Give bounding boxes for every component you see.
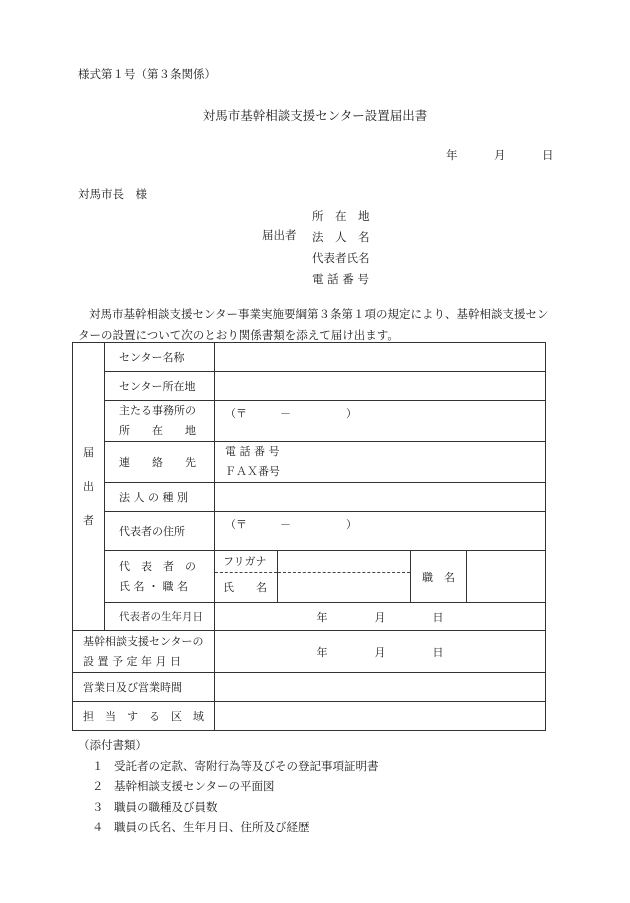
fax-label: ＦＡＸ番号 [225,465,280,478]
side-label [73,343,105,631]
title-field[interactable] [467,551,546,603]
birth-year: 年 [316,610,328,624]
rep-address-field[interactable] [215,512,546,551]
attachment-text: 職員の氏名、生年月日、住所及び経歴 [114,820,310,834]
planned-date-label-line1: 基幹相談支援センターの [83,634,204,648]
area-label: 担 当 す る 区 域 [73,702,215,731]
contact-label: 連 絡 先 [105,442,215,483]
applicant-corp-name-label: 法 人 名 [312,230,370,244]
planned-date-label-line2: 設 置 予 定 年 月 日 [83,654,181,668]
rep-name-label-line1: 代 表 者 の [119,559,196,573]
applicant-label: 届出者 [262,228,297,242]
title-label: 職 名 [411,551,467,603]
side-char-1: 届 [83,445,94,459]
center-address-label: センター所在地 [105,372,215,401]
attachment-num: ３ [92,799,104,814]
submission-date [446,147,554,163]
rep-address-label: 代表者の住所 [105,512,215,551]
center-name-label: センター名称 [105,343,215,372]
applicant-phone-label: 電 話 番 号 [312,272,369,286]
applicant-fields [312,206,370,290]
planned-month: 月 [374,645,386,659]
planned-day: 日 [432,645,444,659]
name-label: 氏 名 [223,581,267,594]
attachment-text: 職員の職種及び員数 [114,799,218,814]
rep-birth-label: 代表者の生年月日 [105,603,215,631]
contact-field[interactable] [215,442,546,483]
application-form-table [72,342,546,731]
planned-year: 年 [316,645,328,659]
applicant-address-label: 所 在 地 [312,209,370,223]
rep-name-label [105,551,215,603]
birth-day: 日 [432,610,444,624]
rep-birth-field[interactable] [215,603,546,631]
addressee: 対馬市長 様 [78,187,147,201]
attachment-item [78,776,379,797]
rep-name-field[interactable] [278,551,411,603]
furigana-label: フリガナ [215,551,277,573]
furigana-field[interactable] [278,551,410,573]
attachment-num: ２ [92,779,104,793]
attachment-item [78,817,379,838]
attachment-text: 基幹相談支援センターの平面図 [114,779,275,793]
corp-type-label: 法 人 の 種 別 [105,483,215,512]
side-char-3: 者 [83,513,94,527]
center-name-field[interactable] [215,343,546,372]
form-number: 様式第１号（第３条関係） [78,67,216,81]
date-month: 月 [494,148,506,162]
main-office-label-line2: 所 在 地 [119,424,196,437]
business-hours-label: 営業日及び営業時間 [73,673,215,702]
postal-code-template-2: （〒 － ） [225,518,357,531]
attachment-num: ４ [92,820,104,834]
center-address-field[interactable] [215,372,546,401]
name-field[interactable] [278,573,410,602]
business-hours-field[interactable] [215,673,546,702]
date-day: 日 [542,148,554,162]
area-field[interactable] [215,702,546,731]
attachments [78,735,379,838]
planned-date-label [73,631,215,673]
intro-paragraph: 対馬市基幹相談支援センター事業実施要綱第３条第１項の規定により、基幹相談支援センターの設置について次のとおり関係書類を添えて届け出ます。 [78,307,549,342]
side-char-2: 出 [83,479,94,493]
rep-name-label-line2: 氏 名 ・ 職 名 [119,579,188,593]
attachment-item [78,797,379,818]
birth-month: 月 [374,610,386,624]
phone-label: 電 話 番 号 [225,445,280,458]
date-year: 年 [446,148,458,162]
planned-date-field[interactable] [215,631,546,673]
rep-name-sublabels [215,551,278,603]
main-office-field[interactable] [215,401,546,442]
attachment-text: 受託者の定款、寄附行為等及びその登記事項証明書 [114,758,379,773]
attachments-heading: （添付書類） [78,738,147,752]
applicant-rep-name-label: 代表者氏名 [312,251,370,265]
corp-type-field[interactable] [215,483,546,512]
attachment-item [78,756,379,777]
main-office-label-line1: 主たる事務所の [119,404,196,417]
postal-code-template: （〒 － ） [225,407,357,420]
document-title: 対馬市基幹相談支援センター設置届出書 [202,108,428,123]
attachment-num: １ [92,758,104,773]
main-office-label [105,401,215,442]
